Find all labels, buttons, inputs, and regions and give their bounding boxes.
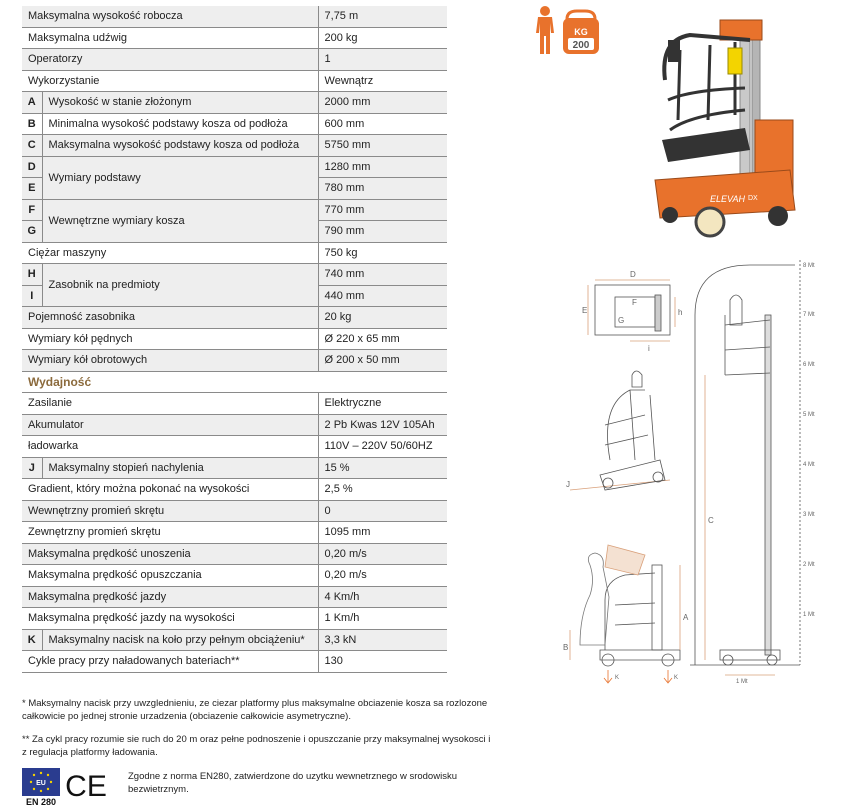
dim-label-i: i: [648, 344, 650, 353]
spec-value: 0,20 m/s: [318, 543, 447, 565]
spec-label: Pojemność zasobnika: [22, 307, 318, 329]
spec-row: [22, 156, 447, 178]
spec-value: Wewnątrz: [318, 70, 447, 92]
height-mark: 6 Mt: [803, 362, 815, 368]
spec-row: [22, 629, 447, 651]
spec-label: Zasobnik na predmioty: [42, 264, 318, 307]
spec-row: [22, 651, 447, 673]
spec-label: Wewnętrzne wymiary kosza: [42, 199, 318, 242]
spec-label: Maksymalna wysokość robocza: [22, 6, 318, 27]
spec-value: 20 kg: [318, 307, 447, 329]
spec-value: 2 Pb Kwas 12V 105Ah: [318, 414, 447, 436]
spec-label: Zewnętrzny promień skrętu: [22, 522, 318, 544]
spec-label: Operatorzy: [22, 49, 318, 71]
dim-label-a: A: [683, 613, 689, 622]
spec-label: Minimalna wysokość podstawy kosza od podłoża: [42, 113, 318, 135]
spec-label: Akumulator: [22, 414, 318, 436]
spec-value: 740 mm: [318, 264, 447, 286]
spec-value: 780 mm: [318, 178, 447, 200]
product-photo: [650, 10, 800, 240]
spec-label: Zasilanie: [22, 393, 318, 415]
height-mark: 3 Mt: [803, 512, 815, 518]
spec-row: [22, 27, 447, 49]
spec-row: [22, 113, 447, 135]
spec-row: [22, 199, 447, 221]
section-title: Wydajność: [22, 371, 447, 393]
model-text: DX: [748, 195, 758, 202]
spec-label: Maksymalna prędkość jazdy na wysokości: [22, 608, 318, 630]
ce-text: CE: [65, 770, 107, 803]
compliance-note: Zgodne z norma EN280, zatwierdzone do uzytku wewnetrznego w srodowisku bezwietrznym.: [128, 771, 457, 795]
spec-value: Ø 220 x 65 mm: [318, 328, 447, 350]
dim-label-b: B: [563, 643, 569, 652]
spec-value: 5750 mm: [318, 135, 447, 157]
spec-row: [22, 522, 447, 544]
spec-label: Ciężar maszyny: [22, 242, 318, 264]
spec-row: [22, 608, 447, 630]
spec-row: [22, 436, 447, 458]
spec-row: [22, 414, 447, 436]
kg-label: KG: [574, 27, 588, 37]
spec-value: 2000 mm: [318, 92, 447, 114]
dim-label-d: D: [630, 270, 636, 279]
spec-value: Ø 200 x 50 mm: [318, 350, 447, 372]
spec-value: 15 %: [318, 457, 447, 479]
spec-row: [22, 393, 447, 415]
scale-label: 1 Mt: [736, 679, 748, 685]
spec-row: [22, 586, 447, 608]
spec-label: Wykorzystanie: [22, 70, 318, 92]
spec-value: 0: [318, 500, 447, 522]
dim-label-j: J: [566, 480, 570, 489]
spec-letter: C: [22, 135, 42, 157]
height-mark: 8 Mt: [803, 263, 815, 269]
weight-icon: [563, 11, 599, 54]
spec-label: Wymiary kół pędnych: [22, 328, 318, 350]
spec-row: [22, 70, 447, 92]
spec-row: [22, 264, 447, 286]
spec-value: 2,5 %: [318, 479, 447, 501]
spec-value: 0,20 m/s: [318, 565, 447, 587]
spec-letter: B: [22, 113, 42, 135]
spec-value: 600 mm: [318, 113, 447, 135]
spec-row: [22, 307, 447, 329]
spec-value: 7,75 m: [318, 6, 447, 27]
top-view: [588, 280, 675, 341]
spec-label: ładowarka: [22, 436, 318, 458]
spec-row: [22, 350, 447, 372]
spec-label: Gradient, który można pokonać na wysokości: [22, 479, 318, 501]
spec-row: [22, 92, 447, 114]
technical-drawing: [560, 255, 835, 685]
dim-label-f: F: [632, 298, 637, 307]
dim-label-h: h: [678, 308, 683, 317]
spec-label: Maksymalna udźwig: [22, 27, 318, 49]
spec-value: 3,3 kN: [318, 629, 447, 651]
height-mark: 5 Mt: [803, 412, 815, 418]
side-view-lowered: [570, 545, 680, 683]
spec-letter: J: [22, 457, 42, 479]
spec-value: 130: [318, 651, 447, 673]
spec-row: [22, 543, 447, 565]
spec-letter: G: [22, 221, 42, 243]
spec-row: [22, 565, 447, 587]
spec-row: [22, 500, 447, 522]
spec-value: 1: [318, 49, 447, 71]
spec-letter: K: [22, 629, 42, 651]
spec-label: Wewnętrzny promień skrętu: [22, 500, 318, 522]
dim-label-e: E: [582, 306, 588, 315]
spec-label: Maksymalna prędkość jazdy: [22, 586, 318, 608]
footnote-2: ** Za cykl pracy rozumie sie ruch do 20 m oraz pełne podnoszenie i opuszczanie przy maksymalnej wysokosci i z regulacja platformy ładowania.: [22, 734, 491, 758]
spec-label: Maksymalna prędkość opuszczania: [22, 565, 318, 587]
eu-text: EU: [36, 780, 46, 787]
spec-row: [22, 328, 447, 350]
spec-row: [22, 135, 447, 157]
spec-value: 790 mm: [318, 221, 447, 243]
spec-row: [22, 457, 447, 479]
footnote-1: * Maksymalny nacisk przy uwzglednieniu, ze ciezar platformy plus maksymalne obciazenie kosza sa rozlozone całkowicie po jednej stronie urzadzenia (obciazenie całkowicie asymetryczne).: [22, 698, 488, 722]
dim-label-g: G: [618, 316, 625, 325]
spec-label: Maksymalna prędkość unoszenia: [22, 543, 318, 565]
spec-value: 200 kg: [318, 27, 447, 49]
height-mark: 4 Mt: [803, 462, 815, 468]
spec-letter: H: [22, 264, 42, 286]
spec-value: 110V – 220V 50/60HZ: [318, 436, 447, 458]
spec-label: Wysokość w stanie złożonym: [42, 92, 318, 114]
spec-letter: F: [22, 199, 42, 221]
capacity-icons: [532, 4, 604, 58]
spec-table: [22, 6, 447, 673]
dim-label-k1: K: [615, 675, 620, 681]
spec-value: 1 Km/h: [318, 608, 447, 630]
ce-mark: [65, 768, 107, 803]
spec-value: 770 mm: [318, 199, 447, 221]
spec-row: [22, 49, 447, 71]
spec-row: [22, 242, 447, 264]
height-mark: 7 Mt: [803, 312, 815, 318]
side-view-tilt: [570, 371, 670, 490]
spec-letter: A: [22, 92, 42, 114]
operator-icon: [536, 6, 554, 54]
en280-text: EN 280: [25, 797, 57, 807]
spec-value: 1280 mm: [318, 156, 447, 178]
spec-row: [22, 6, 447, 27]
spec-letter: I: [22, 285, 42, 307]
spec-label: Cykle pracy przy naładowanych bateriach**: [22, 651, 318, 673]
dim-label-c: C: [708, 516, 714, 525]
spec-value: 4 Km/h: [318, 586, 447, 608]
spec-value: Elektryczne: [318, 393, 447, 415]
spec-value: 1095 mm: [318, 522, 447, 544]
brand-text: ELEVAH: [710, 194, 746, 204]
spec-value: 750 kg: [318, 242, 447, 264]
spec-letter: D: [22, 156, 42, 178]
spec-letter: E: [22, 178, 42, 200]
spec-label: Wymiary kół obrotowych: [22, 350, 318, 372]
kg-value: 200: [572, 40, 590, 51]
spec-value: 440 mm: [318, 285, 447, 307]
spec-label: Maksymalny nacisk na koło przy pełnym obciążeniu*: [42, 629, 318, 651]
elevation-view: [690, 260, 800, 675]
spec-label: Maksymalny stopień nachylenia: [42, 457, 318, 479]
spec-label: Maksymalna wysokość podstawy kosza od podłoża: [42, 135, 318, 157]
eu-en280-logo: [22, 768, 60, 806]
height-mark: 2 Mt: [803, 562, 815, 568]
spec-row: [22, 479, 447, 501]
spec-label: Wymiary podstawy: [42, 156, 318, 199]
height-mark: 1 Mt: [803, 612, 815, 618]
dim-label-k2: K: [674, 675, 679, 681]
section-row: [22, 371, 447, 393]
